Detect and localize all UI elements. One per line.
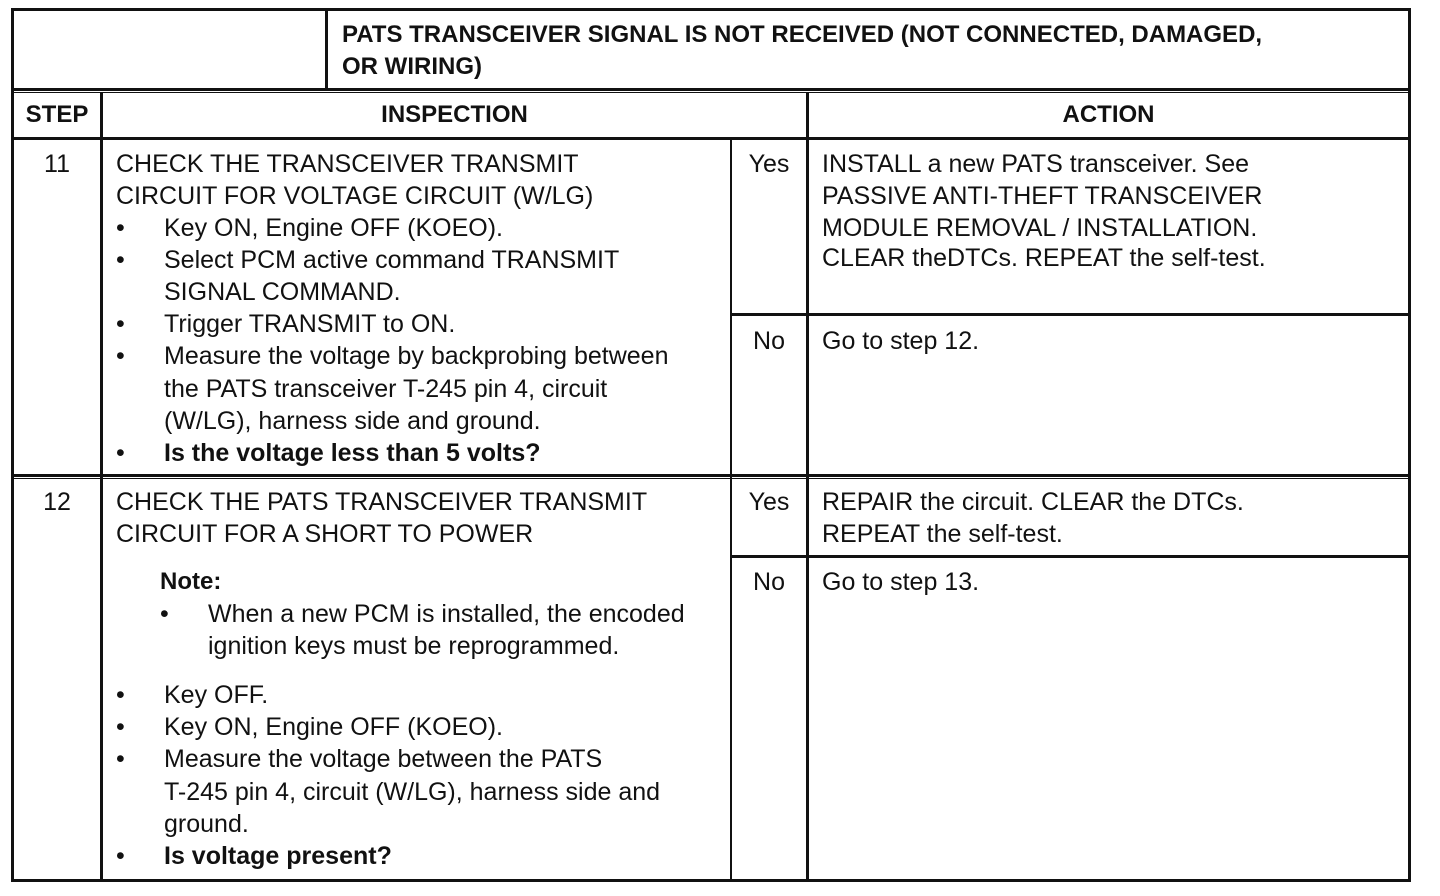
bullet-dot: • xyxy=(116,246,125,274)
step12-note-text: When a new PCM is installed, the encoded xyxy=(208,600,685,628)
step12-bullet-text: Key OFF. xyxy=(164,681,269,709)
bullet-dot: • xyxy=(116,214,125,242)
step12-note-label: Note: xyxy=(160,568,222,595)
step12-answer-no: No xyxy=(753,568,785,596)
step12-yes-no-separator xyxy=(731,555,1411,558)
step11-title-line: CHECK THE TRANSCEIVER TRANSMIT xyxy=(116,150,579,178)
bullet-dot: • xyxy=(116,842,125,870)
step11-yes-action: PASSIVE ANTI-THEFT TRANSCEIVER xyxy=(822,182,1263,210)
step-number: 11 xyxy=(44,150,70,178)
step12-question: Is voltage present? xyxy=(164,842,392,870)
step12-title-line: CHECK THE PATS TRANSCEIVER TRANSMIT xyxy=(116,488,648,516)
step-number: 12 xyxy=(43,488,71,516)
header-divider xyxy=(325,8,328,90)
column-header-rule xyxy=(11,137,1411,140)
step11-bullet-text: Select PCM active command TRANSMIT xyxy=(164,246,620,274)
bullet-dot: • xyxy=(116,310,125,338)
column-header-action: ACTION xyxy=(1062,101,1155,128)
step11-bullet-text: Trigger TRANSMIT to ON. xyxy=(164,310,456,338)
step11-title-line: CIRCUIT FOR VOLTAGE CIRCUIT (W/LG) xyxy=(116,182,594,210)
step11-yes-no-separator xyxy=(731,313,1411,316)
bullet-dot: • xyxy=(116,681,125,709)
action-column-line xyxy=(806,92,809,881)
step12-yes-action: REPAIR the circuit. CLEAR the DTCs. xyxy=(822,488,1244,516)
bullet-dot: • xyxy=(160,600,169,628)
step12-no-action: Go to step 13. xyxy=(822,568,980,596)
step11-question: Is the voltage less than 5 volts? xyxy=(164,439,541,467)
step11-bullet-text: Key ON, Engine OFF (KOEO). xyxy=(164,214,503,242)
step12-note-text: ignition keys must be reprogrammed. xyxy=(208,632,620,660)
step11-no-action: Go to step 12. xyxy=(822,327,980,355)
column-header-step: STEP xyxy=(25,101,89,128)
step12-title-line: CIRCUIT FOR A SHORT TO POWER xyxy=(116,520,534,548)
step11-yes-action: INSTALL a new PATS transceiver. See xyxy=(822,150,1250,178)
step11-yes-action: CLEAR theDTCs. REPEAT the self-test. xyxy=(822,244,1266,272)
step11-yes-action: MODULE REMOVAL / INSTALLATION. xyxy=(822,214,1258,242)
bullet-dot: • xyxy=(116,342,125,370)
bullet-dot: • xyxy=(116,439,125,467)
step12-bullet-text: ground. xyxy=(164,810,249,838)
step11-bullet-text: SIGNAL COMMAND. xyxy=(164,278,401,306)
header-title-line1: PATS TRANSCEIVER SIGNAL IS NOT RECEIVED (NOT CONNECTED, DAMAGED, xyxy=(342,21,1263,48)
step11-answer-yes: Yes xyxy=(748,150,790,178)
step12-answer-yes: Yes xyxy=(748,488,790,516)
step11-answer-no: No xyxy=(753,327,785,355)
bullet-dot: • xyxy=(116,745,125,773)
step-separator xyxy=(11,474,1411,477)
bullet-dot: • xyxy=(116,713,125,741)
header-bottom-rule xyxy=(11,88,1411,91)
step11-bullet-text: the PATS transceiver T-245 pin 4, circuit xyxy=(164,375,608,403)
border-top xyxy=(11,8,1411,11)
step12-yes-action: REPEAT the self-test. xyxy=(822,520,1063,548)
step12-bullet-text: Key ON, Engine OFF (KOEO). xyxy=(164,713,503,741)
column-header-inspection: INSPECTION xyxy=(381,101,528,128)
step11-bullet-text: Measure the voltage by backprobing between xyxy=(164,342,669,370)
step-separator-2 xyxy=(11,478,1411,479)
header-bottom-rule-2 xyxy=(11,92,1411,93)
header-title-line2: OR WIRING) xyxy=(342,53,482,80)
border-bottom xyxy=(11,879,1411,882)
step12-bullet-text: T-245 pin 4, circuit (W/LG), harness side and xyxy=(164,778,661,806)
step12-bullet-text: Measure the voltage between the PATS xyxy=(164,745,603,773)
step11-bullet-text: (W/LG), harness side and ground. xyxy=(164,407,541,435)
step-column-line xyxy=(100,92,103,881)
